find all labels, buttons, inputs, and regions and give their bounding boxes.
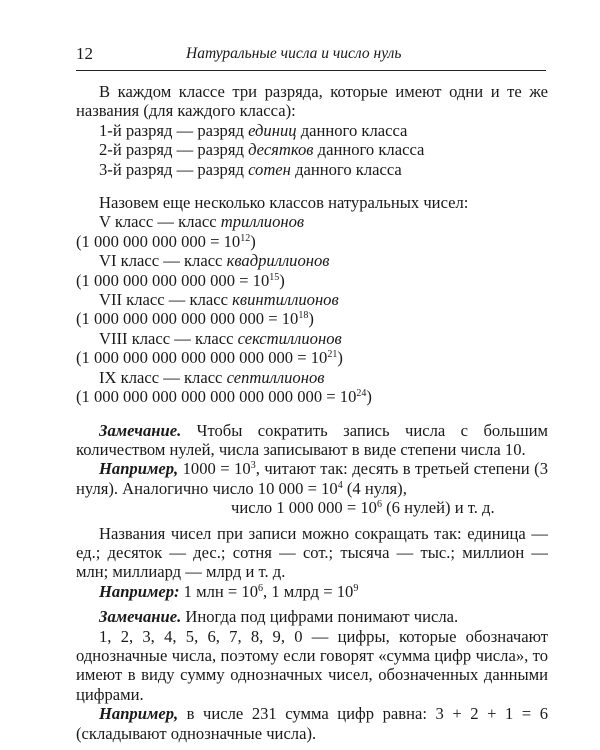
- digits-paragraph: 1, 2, 3, 4, 5, 6, 7, 8, 9, 0 — цифры, которые обозначают однозначные числа, поэтому если говорят «сумма цифр числа», то имеют в виду сумму однозначных чисел, обозначенных данными цифрами.: [76, 626, 548, 704]
- page-body: [76, 82, 548, 743]
- example-label: Например,: [99, 704, 179, 724]
- spacer: [76, 407, 548, 421]
- note-paragraph: Замечание. Чтобы сократить запись числа с большим количеством нулей, числа записывают в виде степени числа 10.: [76, 420, 548, 459]
- abbrev-paragraph: Названия чисел при записи можно сокращать так: единица — ед.; десяток — дес.; сотня — сот.; тысяча — тыс.; миллион — млн; миллиард — млрд и т. д.: [76, 523, 548, 582]
- page-header: [76, 44, 546, 71]
- class-number: (1 000 000 000 $000 = 10^{12}$): [76, 231, 256, 251]
- example-paragraph: Например: 1 млн = $10^6$, 1 млрд = $10^9$: [99, 581, 359, 601]
- class-number: (1 000 000 000 000 $000 = 10^{15}$): [76, 270, 285, 290]
- page-number: 12: [76, 44, 93, 63]
- class-number: (1 000 000 000 000 000 $000 = 10^{18}$): [76, 309, 314, 329]
- example-continuation: число 1 000 $000 = 10^6$ (6 нулей) и т. д.: [231, 498, 495, 518]
- example-label: Например,: [99, 459, 179, 479]
- spacer: [76, 179, 548, 193]
- class-label: VIII класс — класс секстиллионов: [99, 328, 342, 348]
- classes-intro: Назовем еще несколько классов натуральных чисел:: [99, 193, 469, 213]
- running-title: Натуральные числа и число нуль: [186, 45, 402, 62]
- class-number: (1 000 000 000 000 000 000 $000 = 10^{21}$): [76, 348, 343, 368]
- rank-line: 3-й разряд — разряд сотен данного класса: [99, 159, 402, 179]
- class-label: VII класс — класс квинтиллионов: [99, 290, 339, 310]
- note-label: Замечание.: [99, 607, 182, 627]
- example-label: Например:: [99, 581, 180, 601]
- class-label: V класс — класс триллионов: [99, 212, 305, 232]
- class-label: IX класс — класс септиллионов: [99, 367, 325, 387]
- class-number: (1 000 000 000 000 000 000 000 $000 = 10^{24}$): [76, 387, 372, 407]
- example-paragraph: Например, $1000 = 10^3$, читают так: десять в третьей степени (3 нуля). Аналогично число 10 $000 = 10^4$ (4 нуля),: [76, 459, 548, 498]
- class-label: VI класс — класс квадриллионов: [99, 251, 330, 271]
- intro-paragraph: В каждом классе три разряда, которые имеют одни и те же названия (для каждого класса):: [76, 82, 548, 121]
- rank-line: 1-й разряд — разряд единиц данного класса: [99, 120, 408, 140]
- note-paragraph: Замечание. Иногда под цифрами понимают числа.: [99, 607, 459, 627]
- rank-line: 2-й разряд — разряд десятков данного класса: [99, 140, 425, 160]
- note-label: Замечание.: [99, 420, 182, 440]
- example-paragraph: Например, в числе 231 сумма цифр равна: 3 + 2 + 1 = 6 (складывают однозначные числа).: [76, 704, 548, 743]
